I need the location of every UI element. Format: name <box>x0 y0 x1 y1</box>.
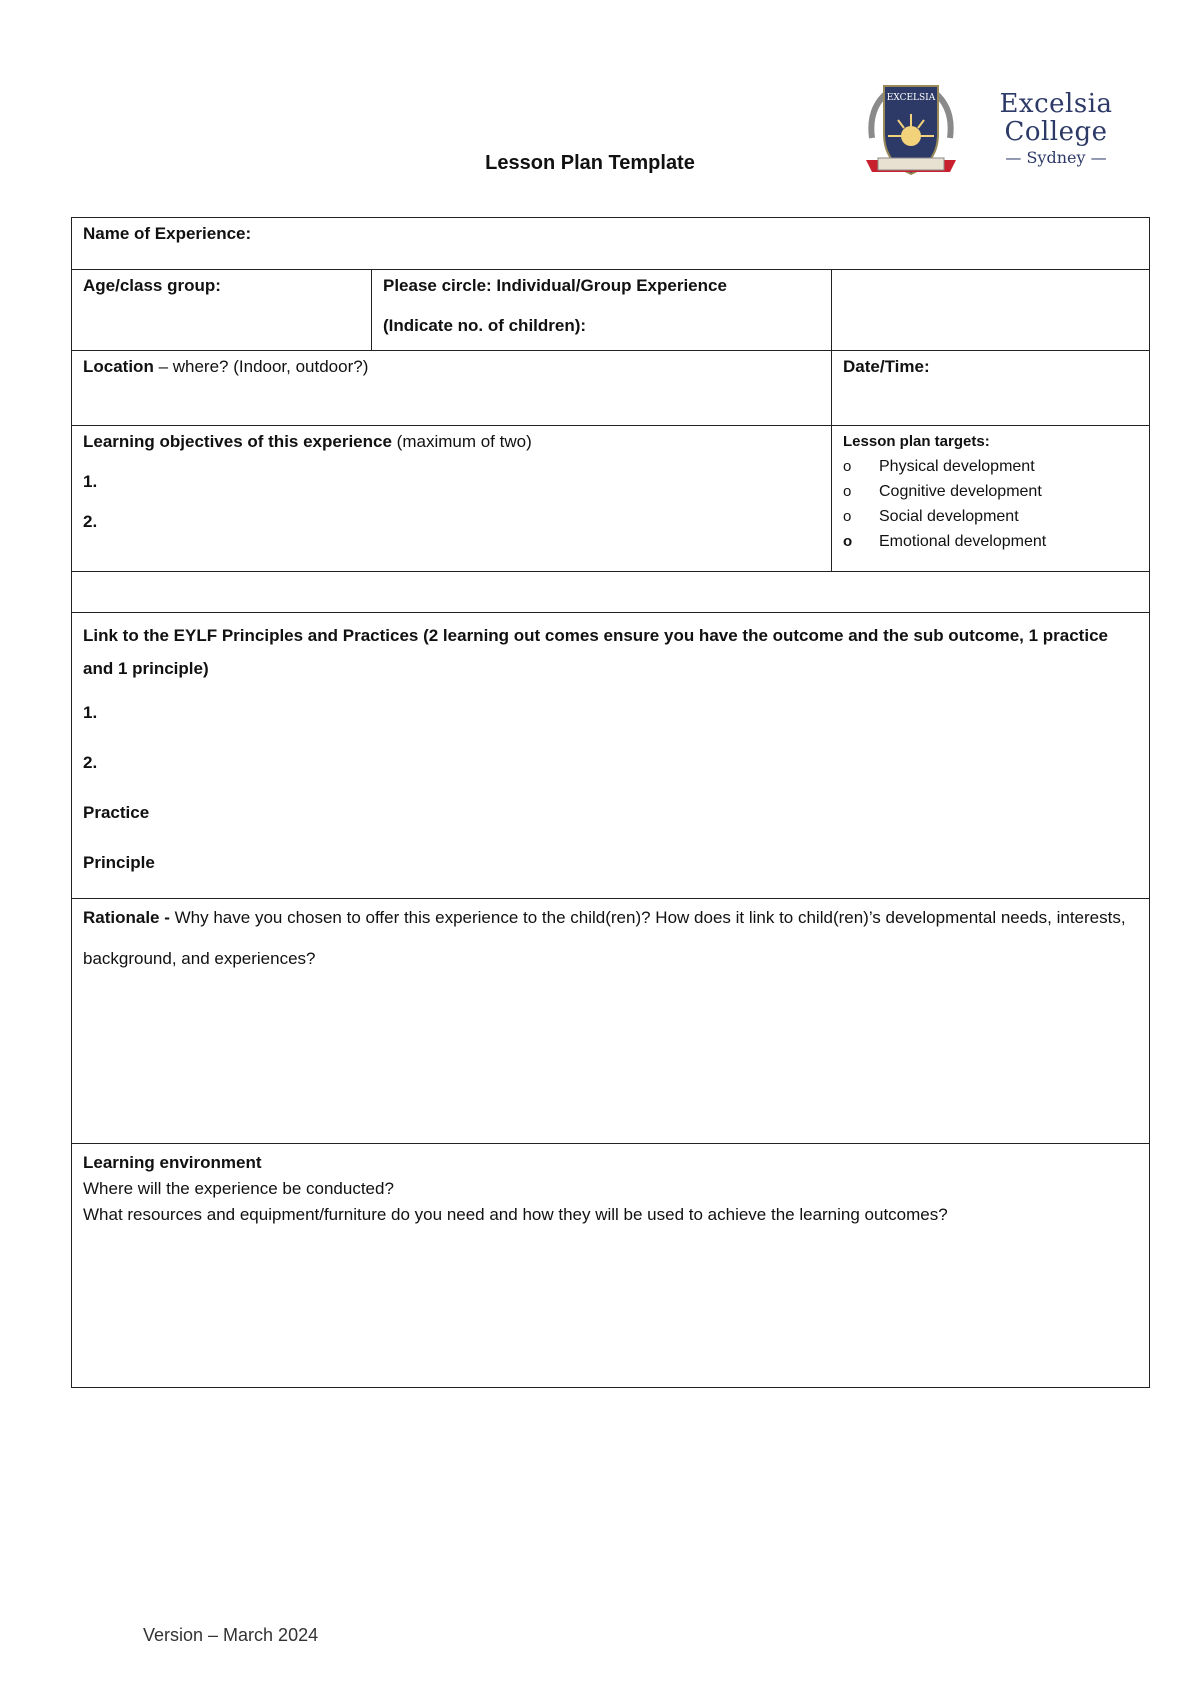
target-label: Social development <box>879 508 1019 525</box>
age-group-cell[interactable] <box>72 270 372 351</box>
eylf-label: Link to the EYLF Principles and Practices (2 learning out comes ensure you have the outcome and the sub outcome, 1 practice and 1 principle) <box>83 626 1108 678</box>
lesson-targets-cell <box>832 426 1150 572</box>
blank-cell[interactable] <box>72 572 1150 613</box>
row-objectives <box>72 426 1150 572</box>
learning-objectives-label: Learning objectives of this experience <box>83 432 392 451</box>
learning-environment-label: Learning environment <box>83 1153 262 1172</box>
target-label: Cognitive development <box>879 483 1042 500</box>
row-spacer <box>72 572 1150 613</box>
target-bullet: o <box>843 483 852 500</box>
objective-1: 1. <box>83 472 98 491</box>
page-title: Lesson Plan Template <box>485 152 695 174</box>
learning-objectives-cell[interactable] <box>72 426 832 572</box>
target-bullet: o <box>843 533 853 550</box>
rationale-cell[interactable] <box>72 899 1150 1144</box>
target-item[interactable] <box>843 529 1139 554</box>
age-group-label: Age/class group: <box>83 276 221 295</box>
learning-objectives-hint: (maximum of two) <box>391 432 532 451</box>
location-cell[interactable] <box>72 351 832 426</box>
logo-line-3: — Sydney — <box>1005 148 1107 167</box>
name-of-experience-cell[interactable] <box>72 218 1150 270</box>
name-of-experience-label: Name of Experience: <box>83 224 252 243</box>
location-hint: – where? (Indoor, outdoor?) <box>153 357 369 376</box>
lesson-targets-title: Lesson plan targets: <box>843 433 990 450</box>
row-location <box>72 351 1150 426</box>
target-item[interactable] <box>843 504 1139 529</box>
eylf-item-1: 1. <box>83 703 98 722</box>
location-label: Location <box>83 357 154 376</box>
date-time-cell[interactable] <box>832 351 1150 426</box>
logo-wordmark <box>984 90 1128 170</box>
lesson-plan-table <box>71 217 1150 1388</box>
lesson-targets-list <box>843 454 1139 554</box>
crest-icon <box>858 78 964 184</box>
rationale-label: Rationale - <box>83 908 170 927</box>
practice-label: Practice <box>83 803 150 822</box>
rationale-hint: Why have you chosen to offer this experience to the child(ren)? How does it link to child(ren)’s developmental needs, interests, background, and experiences? <box>83 908 1126 968</box>
logo-line-1: Excelsia <box>999 89 1113 119</box>
target-bullet: o <box>843 458 852 475</box>
version-footer: Version – March 2024 <box>143 1625 319 1645</box>
group-experience-cell[interactable] <box>372 270 832 351</box>
eylf-item-2: 2. <box>83 753 98 772</box>
row-environment <box>72 1144 1150 1388</box>
crest-text: EXCELSIA <box>886 93 936 103</box>
circle-instruction: Please circle: Individual/Group Experience <box>383 276 727 295</box>
learning-environment-cell[interactable] <box>72 1144 1150 1388</box>
children-count-cell[interactable] <box>832 270 1150 351</box>
environment-question-1: Where will the experience be conducted? <box>83 1179 394 1198</box>
date-time-label: Date/Time: <box>843 357 930 376</box>
eylf-cell[interactable] <box>72 613 1150 899</box>
target-bullet: o <box>843 508 852 525</box>
logo-line-2: College <box>1004 117 1108 147</box>
objective-2: 2. <box>83 512 98 531</box>
children-count-label: (Indicate no. of children): <box>383 316 587 335</box>
college-logo <box>858 78 1128 188</box>
row-eylf <box>72 613 1150 899</box>
row-age <box>72 270 1150 351</box>
principle-label: Principle <box>83 853 155 872</box>
row-name <box>72 218 1150 270</box>
target-label: Emotional development <box>879 533 1047 550</box>
target-item[interactable] <box>843 454 1139 479</box>
row-rationale <box>72 899 1150 1144</box>
environment-question-2: What resources and equipment/furniture do you need and how they will be used to achieve the learning outcomes? <box>83 1205 948 1224</box>
target-item[interactable] <box>843 479 1139 504</box>
target-label: Physical development <box>879 458 1035 475</box>
